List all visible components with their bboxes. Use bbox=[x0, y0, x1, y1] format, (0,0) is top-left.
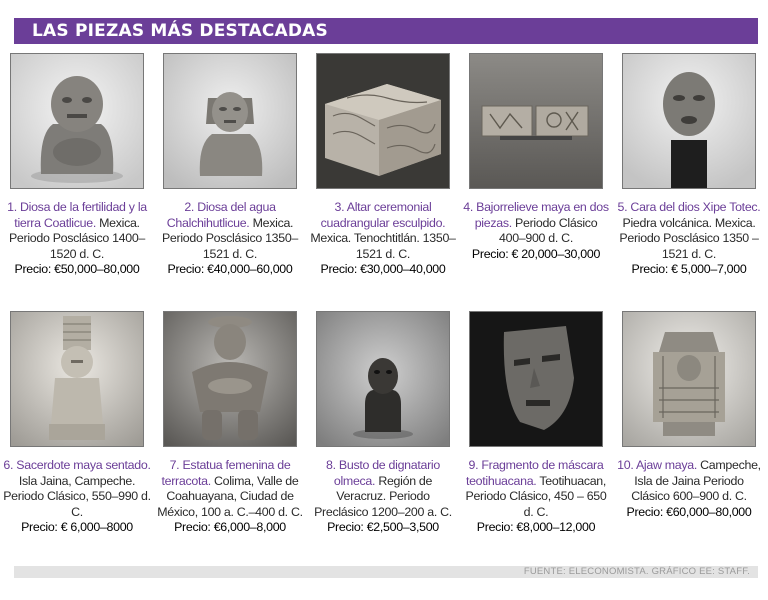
item-title: 8. Busto de dignatario olmeca. bbox=[326, 458, 440, 488]
item-caption bbox=[309, 200, 457, 278]
item-title: 9. Fragmento de máscara teotihuacana. bbox=[465, 458, 604, 488]
item-description: Teotihuacan, Periodo Clásico, 450 – 650 d. C. bbox=[465, 473, 607, 519]
item-caption bbox=[156, 200, 304, 278]
item-price: Precio: €8,000–12,000 bbox=[476, 520, 596, 535]
item-description: Mexica. Periodo Posclásico 1400–1520 d. C. bbox=[8, 215, 146, 261]
piece-photo-sacerdote bbox=[10, 311, 144, 447]
item-card-1 bbox=[3, 53, 151, 278]
item-price: Precio: €50,000–80,000 bbox=[14, 262, 140, 277]
item-description: Isla Jaina, Campeche. Periodo Clásico, 550–990 d. C. bbox=[3, 473, 151, 519]
piece-photo-altar bbox=[316, 53, 450, 189]
item-card-6 bbox=[3, 311, 151, 536]
item-title: 2. Diosa del agua Chalchihutlicue. bbox=[166, 200, 276, 230]
item-description: Mexica. Tenochtitlán. 1350–1521 d. C. bbox=[310, 231, 456, 261]
item-price: Precio: € 20,000–30,000 bbox=[471, 246, 601, 261]
item-description: Piedra volcánica. Mexica. Periodo Posclásico 1350 – 1521 d. C. bbox=[619, 215, 759, 261]
item-price: Precio: € 5,000–7,000 bbox=[631, 262, 747, 277]
item-caption bbox=[3, 458, 151, 536]
item-price: Precio: €6,000–8,000 bbox=[174, 520, 286, 535]
page-title: LAS PIEZAS MÁS DESTACADAS bbox=[32, 21, 328, 41]
piece-photo-ajaw-maya bbox=[622, 311, 756, 447]
piece-photo-coatlicue bbox=[10, 53, 144, 189]
item-card-4 bbox=[462, 53, 610, 262]
piece-photo-estatua-terracota bbox=[163, 311, 297, 447]
item-price: Precio: € 6,000–8000 bbox=[21, 520, 133, 535]
item-title: 6. Sacerdote maya sentado. bbox=[3, 458, 151, 472]
item-caption bbox=[615, 200, 763, 278]
item-description: Periodo Clásico 400–900 d. C. bbox=[499, 215, 598, 246]
item-description: Región de Veracruz. Periodo Preclásico 1200–200 a. C. bbox=[314, 473, 452, 519]
item-title: 7. Estatua femenina de terracota. bbox=[161, 458, 291, 488]
item-card-5 bbox=[615, 53, 763, 278]
item-title: 4. Bajorrelieve maya en dos piezas. bbox=[463, 200, 609, 230]
header-banner bbox=[14, 18, 758, 44]
piece-photo-bajorrelieve bbox=[469, 53, 603, 189]
item-caption bbox=[462, 200, 610, 262]
item-title: 3. Altar ceremonial cuadrangular esculpido. bbox=[320, 200, 446, 230]
piece-photo-busto-olmeca bbox=[316, 311, 450, 447]
item-title: 10. Ajaw maya. bbox=[617, 458, 697, 472]
item-caption bbox=[615, 458, 763, 520]
item-description: Colima, Valle de Coahuayana, Ciudad de México, 100 a. C.–400 d. C. bbox=[157, 473, 303, 519]
item-card-7 bbox=[156, 311, 304, 536]
item-description: Campeche, Isla de Jaina Periodo Clásico 600–900 d. C. bbox=[631, 458, 761, 504]
item-title: 5. Cara del dios Xipe Totec. bbox=[617, 200, 761, 214]
piece-photo-mascara-teotihuacana bbox=[469, 311, 603, 447]
item-card-3 bbox=[309, 53, 457, 278]
item-price: Precio: €40,000–60,000 bbox=[167, 262, 293, 277]
item-card-10 bbox=[615, 311, 763, 520]
item-caption bbox=[462, 458, 610, 536]
item-description: Mexica. Periodo Posclásico 1350–1521 d. C. bbox=[161, 215, 299, 261]
item-title: 1. Diosa de la fertilidad y la tierra Coatlicue. bbox=[7, 200, 147, 230]
item-price: Precio: €30,000–40,000 bbox=[320, 262, 446, 277]
item-price: Precio: €2,500–3,500 bbox=[327, 520, 439, 535]
piece-photo-chalchiuhtlicue bbox=[163, 53, 297, 189]
item-card-2 bbox=[156, 53, 304, 278]
piece-photo-xipe-totec bbox=[622, 53, 756, 189]
item-price: Precio: €60,000–80,000 bbox=[626, 504, 752, 519]
item-caption bbox=[156, 458, 304, 536]
item-caption bbox=[309, 458, 457, 536]
footer-bar bbox=[14, 566, 758, 578]
item-caption bbox=[3, 200, 151, 278]
source-credit: FUENTE: ELECONOMISTA. GRÁFICO EE: STAFF. bbox=[523, 566, 750, 577]
item-card-9 bbox=[462, 311, 610, 536]
item-card-8 bbox=[309, 311, 457, 536]
